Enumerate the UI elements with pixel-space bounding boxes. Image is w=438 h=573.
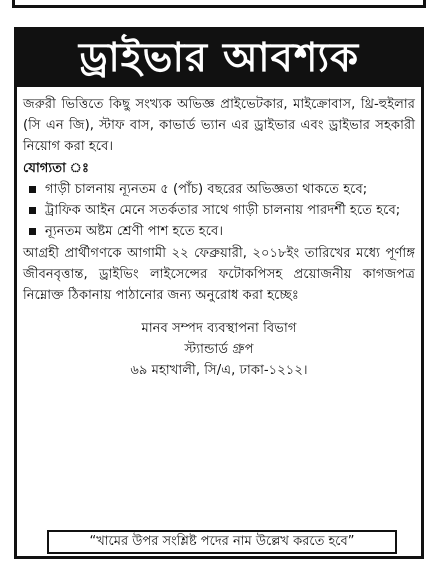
- postal-address: ৬৯ মহাখালী, সি/এ, ঢাকা-১২১২।: [130, 363, 308, 378]
- qualification-item: [23, 200, 415, 221]
- qualifications-heading: যোগ্যতা ঃ: [23, 161, 89, 176]
- square-bullet-icon: [29, 207, 36, 214]
- ad-title: ড্রাইভার আবশ্যক: [17, 30, 421, 87]
- qualification-text: গাড়ী চালনায় ন্যূনতম ৫ (পাঁচ) বছরের অভিজ্ঞতা থাকতে হবে;: [45, 182, 368, 197]
- qualification-item: [23, 221, 415, 242]
- qualification-text: ট্রাফিক আইন মেনে সতর্কতার সাথে গাড়ী চালনায় পারদর্শী হতে হবে;: [45, 203, 401, 218]
- square-bullet-icon: [29, 186, 36, 193]
- qualification-text: ন্যূনতম অষ্টম শ্রেণী পাশ হতে হবে।: [45, 224, 224, 239]
- qualification-item: [23, 179, 415, 200]
- address-block: [23, 318, 415, 381]
- instructions-paragraph: আগ্রহী প্রার্থীগণকে আগামী ২২ ফেব্রুয়ারী, ২০১৮ইং তারিখের মধ্যে পূর্ণাঙ্গ জীবনবৃত্তান্ত, ড্রাইভিং লাইসেন্সের ফটোকপিসহ প্রয়োজনীয় কাগজপত্র নিম্নোক্ত ঠিকানায় পাঠানোর জন্য অনুরোধ করা হচ্ছেঃ: [23, 246, 415, 303]
- ad-body: [23, 94, 415, 381]
- intro-paragraph: জরুরী ভিত্তিতে কিছু সংখ্যক অভিজ্ঞ প্রাইভেটকার, মাইক্রোবাস, থ্রি-হুইলার (সি এন জি), স্টাফ বাস, কাভার্ড ভ্যান এর ড্রাইভার এবং ড্রাইভার সহকারী নিয়োগ করা হবে।: [23, 97, 415, 154]
- company-name: স্ট্যান্ডার্ড গ্রুপ: [184, 342, 254, 357]
- department-name: মানব সম্পদ ব্যবস্থাপনা বিভাগ: [141, 321, 297, 336]
- job-advertisement: [14, 27, 424, 559]
- envelope-note: “খামের উপর সংশ্লিষ্ট পদের নাম উল্লেখ করতে হবে”: [47, 530, 397, 554]
- top-rule-divider: [12, 0, 426, 8]
- square-bullet-icon: [29, 228, 36, 235]
- qualifications-list: [23, 179, 415, 242]
